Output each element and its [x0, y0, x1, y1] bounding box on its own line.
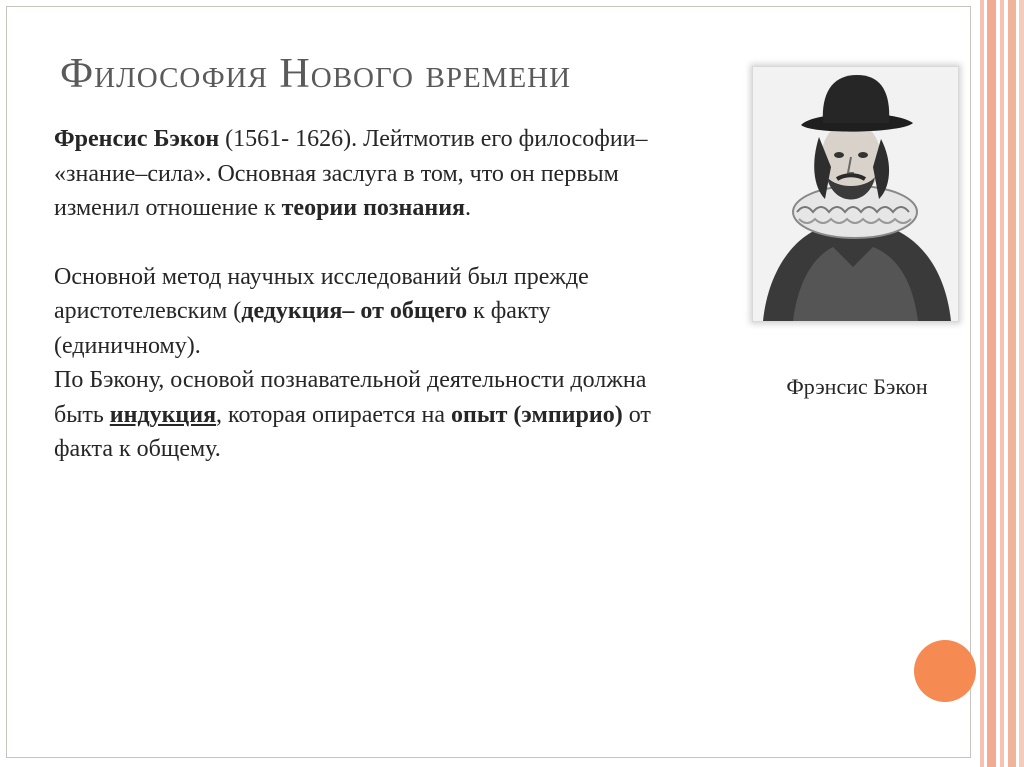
intro-end: . [465, 195, 472, 221]
stripe [980, 0, 984, 767]
theory-of-knowledge-term: теории познания [281, 195, 466, 221]
method-text: Основной метод научных исследований был прежде аристотелевским ( [54, 263, 589, 324]
stripe [1008, 0, 1016, 767]
bacon-name: Френсис Бэкон [54, 126, 220, 152]
method-end: к факту (единичному). [54, 298, 551, 359]
slide-title: Философия Нового времени [60, 51, 572, 97]
slide-body [54, 122, 694, 467]
induction-mid: , которая опирается на [216, 401, 451, 428]
stripe [1019, 0, 1024, 767]
intro-text: (1561- 1626). Лейтмотив его философии– «знание–сила». Основная заслуга в том, что он первым изменил отношение к [54, 126, 648, 221]
paragraph-method [54, 260, 694, 364]
paragraph-bacon-intro [54, 122, 694, 226]
induction-text: По Бэкону, основой познавательной деятельности должна быть [54, 367, 647, 428]
paragraph-gap [54, 226, 694, 260]
deduction-term: дедукция– от общего [241, 298, 468, 324]
portrait-engraving-icon [752, 66, 959, 322]
induction-term: индукция [109, 401, 217, 428]
experience-term: опыт (эмпирио) [451, 401, 623, 428]
induction-end: от факта к общему. [54, 401, 651, 462]
decorative-stripes [980, 0, 1024, 767]
portrait-caption: Фрэнсис Бэкон [786, 374, 928, 399]
stripe [1000, 0, 1004, 767]
stripe [987, 0, 996, 767]
orange-circle-icon [914, 640, 976, 702]
paragraph-induction [54, 363, 694, 467]
